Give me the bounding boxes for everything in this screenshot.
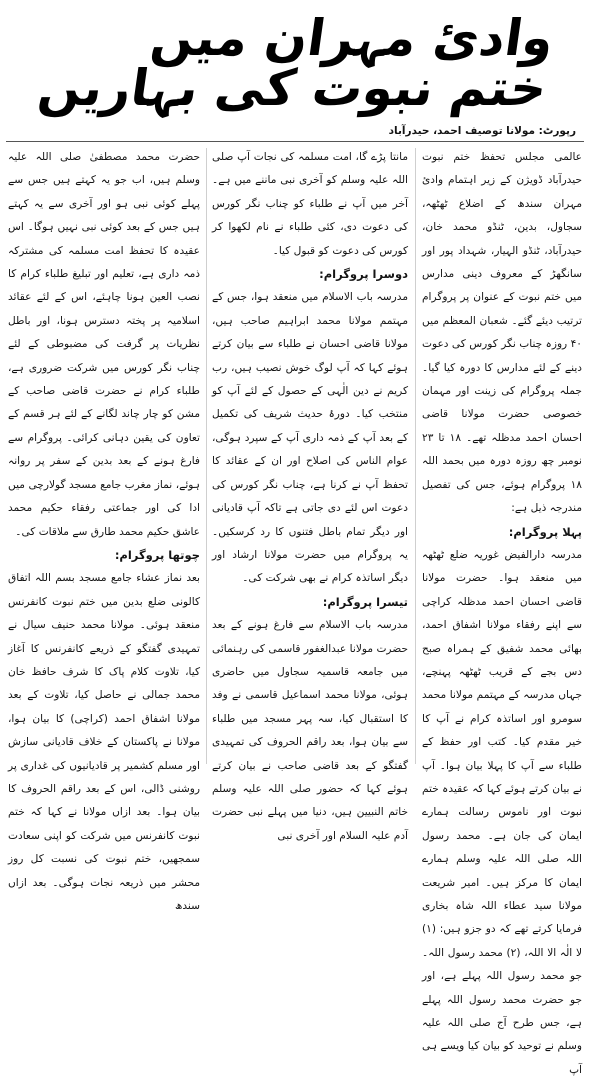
paragraph: مدرسہ دارالفیض غوریہ ضلع ٹھٹھہ میں منعقد ہوا۔ حضرت مولانا قاضی احسان احمد مدظلہ کراچی سے اپنے رفقاء مولانا اشفاق احمد، بھائی محمد شفیق کے ہمراہ صبح دس بجے کے قریب ٹھٹھہ پہنچے، جہاں مدرسہ کے مہتمم مولانا محمد سومرو اور اساتذہ کرام نے آپ کا خیر مقدم کیا۔ کتب اور حفظ کے طلباء سے آپ کا پہلا بیان ہوا۔ آپ نے بیان کرتے ہوئے کہا کہ عقیدہ ختم نبوت اور ناموس رسالت ہمارے ایمان کی جان ہے۔ محمد رسول اللہ صلی اللہ علیہ وسلم ہمارے ایمان کا مرکز ہیں۔ امیر شریعت مولانا سید عطاء اللہ شاہ بخاری فرمایا کرتے تھے کہ دو جزو ہیں: (۱) لا الٰہ الا اللہ، (۲) محمد رسول اللہ۔ جو محمد رسول اللہ پہلے ہے، اور جو حضرت محمد رسول اللہ پہلے ہے، جس طرح آج صلی اللہ علیہ وسلم نے توحید کو بیان کیا ویسے ہی آپ: [422, 548, 582, 1076]
article-headline: وادیٔ مہران میں ختم نبوت کی بہاریں: [34, 9, 558, 117]
paragraph: بعد نماز عشاء جامع مسجد بسم اللہ اتفاق کالونی ضلع بدین میں ختم نبوت کانفرنس منعقد ہوئی۔ مولانا محمد حنیف سیال نے تمہیدی گفتگو کے ذریعے کانفرنس کا آغاز کیا، تلاوت کلام پاک کا شرف حافظ خان محمد جمالی نے حاصل کیا، تلاوت کے بعد مولانا اشفاق احمد (کراچی) کا بیان ہوا، مولانا نے پاکستان کے خلاف قادیانی سازش اور مسلم کشمیر پر قادیانیوں کی غداری پر روشنی ڈالی، اس کے بعد راقم الحروف کا بیان ہوا۔ بعد ازاں مولانا نے کہا کہ ختم نبوت کانفرنس میں شرکت کو اپنی سعادت سمجھیں، ختم نبوت کی نسبت کل روز محشر میں ذریعہ نجات ہوگی۔ بعد ازاں سندھ: [8, 572, 200, 912]
column-divider-right: [415, 148, 416, 764]
paragraph: مدرسہ باب الاسلام میں منعقد ہوا، جس کے مہتمم مولانا محمد ابراہیم صاحب ہیں، مولانا قاضی احسان نے طلباء سے بیان کرتے ہوئے کہا کہ آپ لوگ خوش نصیب ہیں، رب کریم نے دین الٰہی کے حصول کے لئے آپ کو منتخب کیا۔ دورۂ حدیث شریف کی تکمیل کے بعد آپ کے ذمہ داری آپ کے سپرد ہوگی، عوام الناس کی اصلاح اور ان کے عقائد کا تحفظ آپ نے کرنا ہے، چناب نگر کورس کی دعوت اس لئے دی جاتی ہے تاکہ آپ قادیانی اور دیگر تمام باطل فتنوں کا رد کرسکیں۔ یہ پروگرام میں حضرت مولانا ارشاد اور دیگر اساتذہ کرام نے بھی شرکت کی۔: [212, 291, 408, 585]
column-left: [8, 146, 200, 912]
paragraph: مانتا پڑے گا، امت مسلمہ کی نجات آپ صلی اللہ علیہ وسلم کو آخری نبی ماننے میں ہے۔ آخر میں آپ نے طلباء کو چناب نگر کورس کی دعوت دی، کئی طلباء نے نام لکھوا کر کورس کی دعوت کو قبول کیا۔: [212, 151, 408, 257]
paragraph: عالمی مجلس تحفظ ختم نبوت حیدرآباد ڈویژن کے زیر اہتمام وادیٔ مہران سندھ کے اضلاع ٹھٹھہ، سجاول، بدین، ٹنڈو محمد خان، حیدرآباد، ٹنڈو الہیار، شہداد پور اور سانگھڑ کے معروف دینی مدارس میں ختم نبوت کے عنوان پر پروگرام ترتیب دیئے گئے۔ شعبان المعظم میں ۴۰ روزہ چناب نگر کورس کی دعوت دینے کے لئے مدارس کا دورہ کیا گیا۔ جملہ پروگرام کی زینت اور مہمان خصوصی حضرت مولانا قاضی احسان احمد مدظلہ تھے۔ ۱۸ تا ۲۳ نومبر چھ روزہ دورہ میں بحمد اللہ ۱۸ پروگرام ہوئے، جس کی تفصیل مندرجہ ذیل ہے:: [422, 151, 582, 515]
column-middle: [212, 146, 408, 842]
paragraph: مدرسہ باب الاسلام سے فارغ ہونے کے بعد حضرت مولانا عبدالغفور قاسمی کی رہنمائی میں جامعہ قاسمیہ سجاول میں حاضری ہوئی، مولانا محمد اسماعیل قاسمی نے وفد کا استقبال کیا، سہ پہر مسجد میں طلباء سے بیان ہوا، بعد راقم الحروف کی تمہیدی گفتگو کے بعد قاضی صاحب نے بیان کرتے ہوئے کہا کہ حضور صلی اللہ علیہ وسلم خاتم النبیین ہیں، دنیا میں پہلے نبی حضرت آدم علیہ السلام اور آخری نبی: [212, 619, 408, 842]
section-heading: دوسرا پروگرام:: [319, 267, 408, 282]
section-heading: چوتھا پروگرام:: [114, 547, 200, 562]
paragraph: حضرت محمد مصطفیٰ صلی اللہ علیہ وسلم ہیں، اب جو یہ کہتے ہیں جس سے پہلے کوئی نبی ہو اور آخری سے یہ کہتے ہیں جس کے بعد کوئی نبی نہیں ہوگا۔ اس عقیدہ کا تحفظ امت مسلمہ کی مشترکہ ذمہ داری ہے، تعلیم اور تبلیغ طلباء کرام کا نصب العین ہونا چاہئے، اس کے لئے عقائد اسلامیہ پر پختہ دسترس ہونا، اور باطل نظریات پر گرفت کی مضبوطی کے لئے چناب نگر کورس میں شرکت ضروری ہے، طلباء کرام نے حضرت قاضی صاحب کے مشن کو چار چاند لگانے کے لئے ہر قسم کے تعاون کی یقین دہانی کرائی۔ پروگرام سے فارغ ہونے کے بعد بدین کے سفر پر روانہ ہوئے، نماز مغرب جامع مسجد گولارچی میں ادا کی اور جماعتی رفقاء حکیم محمد عاشق حکیم محمد طارق سے ملاقات کی۔: [8, 151, 200, 538]
section-heading: پہلا پروگرام:: [508, 524, 582, 539]
column-right: [422, 146, 582, 1076]
byline: رپورٹ: مولانا توصیف احمد، حیدرآباد: [388, 125, 576, 137]
column-divider-left: [206, 148, 207, 764]
section-heading: تیسرا پروگرام:: [322, 594, 408, 609]
header-rule: [6, 141, 584, 142]
